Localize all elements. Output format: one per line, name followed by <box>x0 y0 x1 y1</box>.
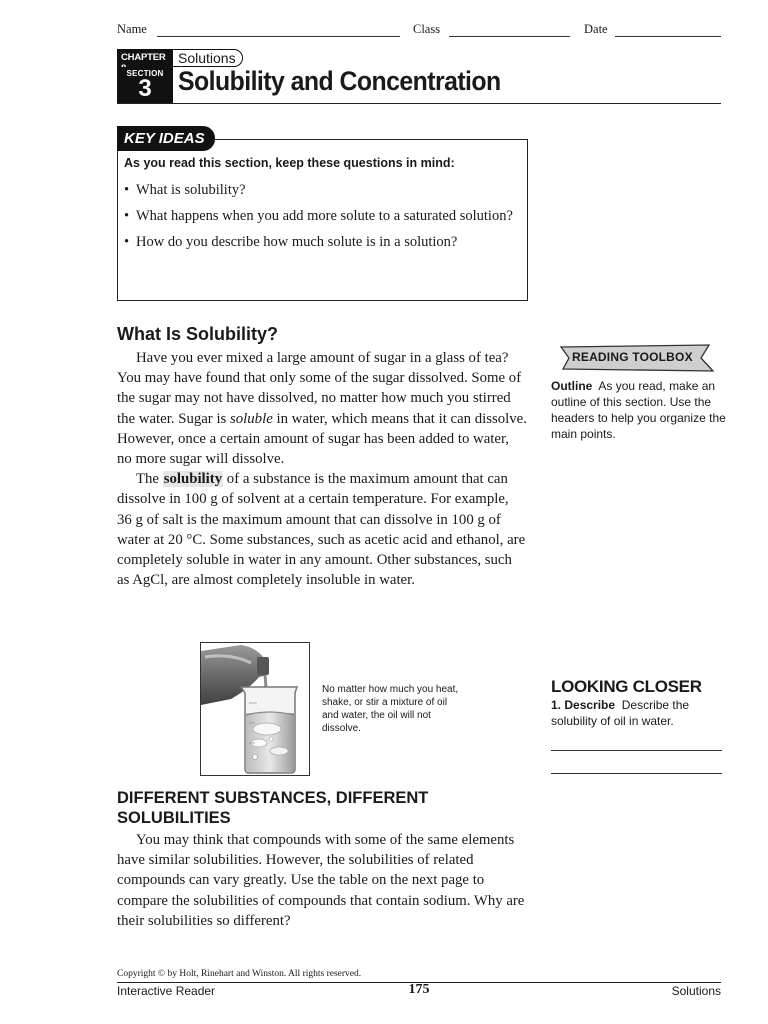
key-ideas-list <box>124 180 519 258</box>
class-label: Class <box>413 22 441 36</box>
list-item: • What is solubility? <box>124 180 519 200</box>
figure-caption: No matter how much you heat, shake, or stir a mixture of oil and water, the oil will not dissolve. <box>322 684 459 734</box>
paragraph-2: The solubility of a substance is the maximum amount that can dissolve in 100 g of solvent at a certain temperature. For example, 36 g of salt is the maximum amount that can dissolve in 100 g of water at 20 °C. Some substances, such as acetic acid and ethanol, are completely soluble in water in any amount. Other substances, such as AgCl, are almost completely insoluble in water. <box>117 471 526 589</box>
outline-term: Outline <box>551 379 593 393</box>
answer-line-2[interactable] <box>551 773 722 774</box>
looking-closer-heading: LOOKING CLOSER <box>551 677 702 696</box>
chapter-label: CHAPTER <box>117 49 173 67</box>
key-ideas-tab: KEY IDEAS <box>117 126 215 151</box>
paragraph-3: You may think that compounds with some of the same elements have similar solubilities. However, the solubilities of related compounds can vary greatly. Use the table on the next page to compare the solubilities of compounds that contain sodium. Why are their solubilities so different? <box>117 832 525 929</box>
heading-what-is-solubility: What Is Solubility? <box>117 324 278 344</box>
date-line <box>615 36 721 37</box>
class-line <box>449 36 570 37</box>
title-rule <box>117 103 721 104</box>
section-number: 3 <box>138 75 152 102</box>
page-number: 175 <box>408 982 430 997</box>
section-box <box>117 67 173 104</box>
solubility-term: solubility <box>163 471 223 488</box>
answer-line-1[interactable] <box>551 750 722 751</box>
list-item: • How do you describe how much solute is in a solution? <box>124 232 519 252</box>
reading-toolbox-title: READING TOOLBOX <box>572 350 693 364</box>
name-label: Name <box>117 22 147 36</box>
key-ideas-intro: As you read this section, keep these questions in mind: <box>124 156 455 170</box>
name-line <box>157 36 400 37</box>
outline-tip: Outline As you read, make an outline of this section. Use the headers to help you organize the main points. <box>551 379 726 441</box>
soluble-term: soluble <box>230 410 273 427</box>
list-item: • What happens when you add more solute to a saturated solution? <box>124 206 519 226</box>
footer-book-title: Interactive Reader <box>117 984 216 998</box>
page-title: Solubility and Concentration <box>178 66 501 96</box>
question-number: 1. <box>551 698 562 712</box>
footer-chapter-name: Solutions <box>671 984 721 998</box>
copyright: Copyright © by Holt, Rinehart and Winston. All rights reserved. <box>117 969 362 979</box>
beaker-bottle-illustration <box>201 643 310 776</box>
chapter-name: Solutions <box>173 49 243 67</box>
body-section-2 <box>117 830 527 931</box>
describe-term: Describe <box>564 698 616 712</box>
oil-water-photo <box>200 642 310 776</box>
body-section-1 <box>117 348 527 590</box>
date-label: Date <box>584 22 608 36</box>
heading-different-substances: DIFFERENT SUBSTANCES, DIFFERENT SOLUBILITIES <box>117 789 429 827</box>
paragraph-1: Have you ever mixed a large amount of sugar in a glass of tea? You may have found that only some of the sugar dissolved. Some of the sugar may not have dissolved, no matter how much you stirred the water. Sugar is soluble in water, which means that it can dissolve. However, once a certain amount of sugar has been added to water, no more sugar will dissolve. <box>117 350 527 468</box>
describe-question: 1. Describe Describe the solubility of oil in water. <box>551 698 690 728</box>
section-label: SECTION <box>126 69 164 78</box>
